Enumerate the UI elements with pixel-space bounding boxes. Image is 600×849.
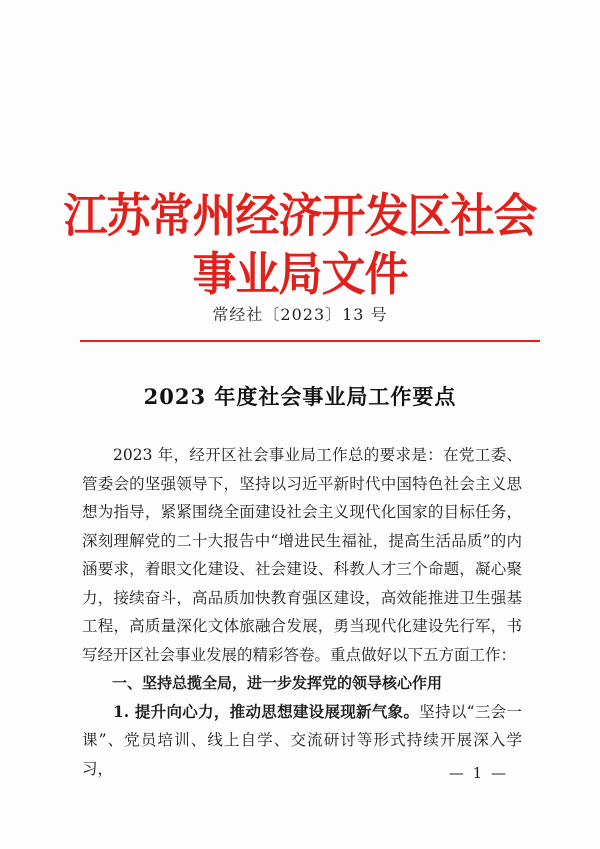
item-text: 坚持以“三会一课”、党员培训、线上自学、交流研讨等形式持续开展深入学习， [82,702,522,778]
item-lead: 1. 提升向心力，推动思想建设展现新气象。 [113,701,420,721]
section-heading-1: 一、坚持总揽全局，进一步发挥党的领导核心作用 [112,674,443,692]
intro-paragraph: 2023 年，经开区社会事业局工作总的要求是：在党工委、管委会的坚强领导下，坚持以习近平新时代中国特色社会主义思想为指导，紧紧围绕全面建设社会主义现代化国家的目标任务，深刻理解党的二十大报告中“增进民生福祉，提高生活品质”的内涵要求，着眼文化建设、社会建设、科教人才三个命题，凝心聚力，接续奋斗，高品质加快教育强区建设，高效能推进卫生强基工程，高质量深化文体旅融合发展，勇当现代化建设先行军，书写经开区社会事业发展的精彩答卷。重点做好以下五方面工作： [82,446,522,664]
document-number: 常经社〔2023〕13 号 [212,305,388,324]
red-divider-line [80,340,540,342]
page-number: — 1 — [448,764,508,782]
issuer-header: 江苏常州经济开发区社会事业局文件 [63,189,537,302]
document-body [82,441,522,783]
document-title: 2023 年度社会事业局工作要点 [143,384,457,409]
